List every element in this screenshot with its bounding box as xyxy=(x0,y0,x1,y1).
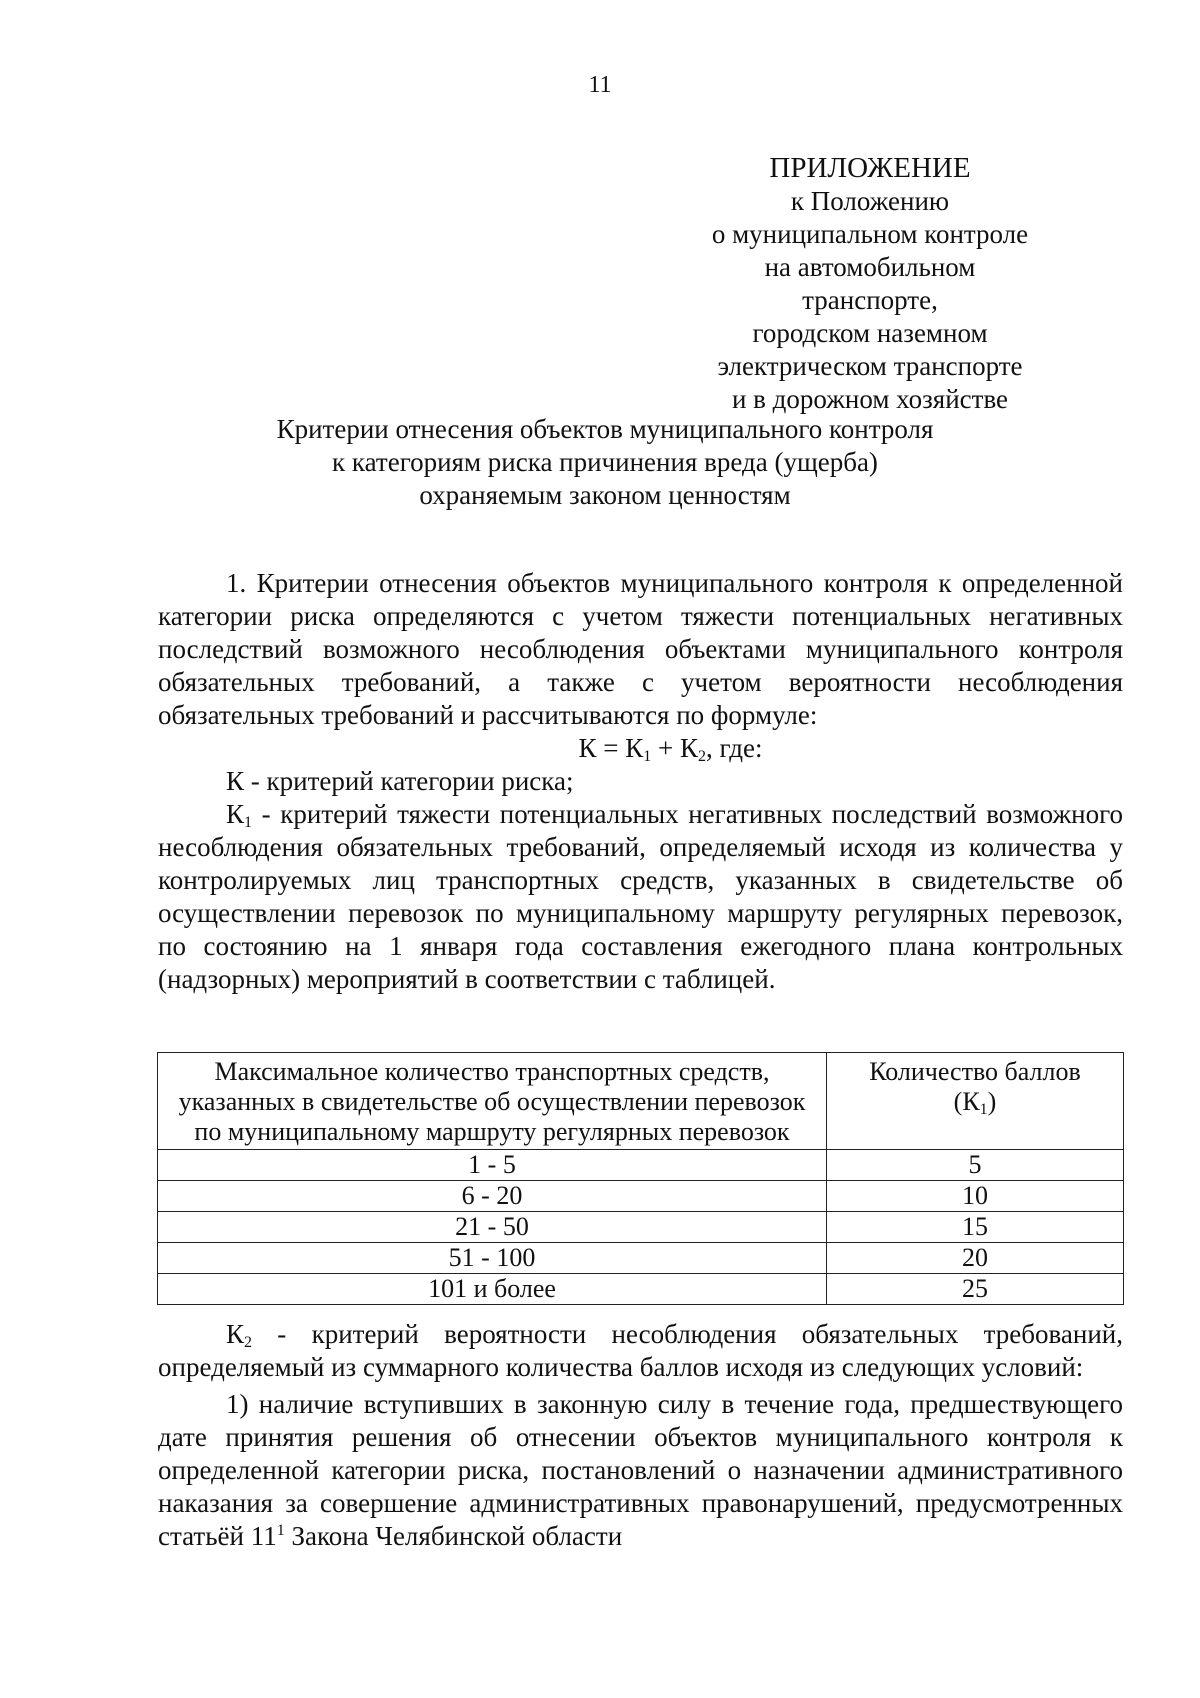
appendix-line: о муниципальном контроле xyxy=(711,219,1029,249)
table-row xyxy=(158,1274,1124,1305)
cell-points: 5 xyxy=(827,1150,1124,1181)
k1-points-table xyxy=(157,1052,1124,1305)
header-points: Количество баллов $(К_1)$ xyxy=(827,1053,1124,1150)
paragraph-1: 1. Критерии отнесения объектов муниципального контроля к определенной категории риска определяются с учетом тяжести потенциальных негативных последствий возможного несоблюдения объектами муниципального контроля обязательных требований, а также с учетом вероятности несоблюдения обязательных требований и рассчитываются по формуле: xyxy=(158,568,1123,730)
cell-range: 1 - 5 xyxy=(158,1150,827,1181)
table-row xyxy=(158,1243,1124,1274)
cell-range: 101 и более xyxy=(158,1274,827,1305)
cell-points: 10 xyxy=(827,1181,1124,1212)
section-1 xyxy=(158,567,1123,996)
appendix-line: к Положению xyxy=(790,186,950,216)
table-header-row xyxy=(158,1053,1124,1150)
cell-points: 25 xyxy=(827,1274,1124,1305)
appendix-line: на автомобильном транспорте, xyxy=(764,252,976,315)
section-k2 xyxy=(158,1318,1123,1553)
appendix-line: городском наземном xyxy=(752,318,988,348)
document-title xyxy=(220,413,990,512)
cell-range: 6 - 20 xyxy=(158,1181,827,1212)
title-line: охраняемым законом ценностям xyxy=(419,480,791,510)
table-row xyxy=(158,1181,1124,1212)
header-vehicle-count: Максимальное количество транспортных средств, указанных в свидетельстве об осуществлении перевозок по муниципальному маршруту регулярных перевозок xyxy=(158,1053,827,1150)
cell-range: 51 - 100 xyxy=(158,1243,827,1274)
appendix-block xyxy=(700,152,1040,416)
appendix-line: и в дорожном хозяйстве xyxy=(731,384,1009,414)
page-number: 11 xyxy=(588,72,612,98)
risk-formula: $К = К_1 + К_2$, где: xyxy=(578,733,763,765)
appendix-heading: ПРИЛОЖЕНИЕ xyxy=(769,152,971,184)
cell-points: 20 xyxy=(827,1243,1124,1274)
cell-points: 15 xyxy=(827,1212,1124,1243)
k2-definition: $К_2$ - критерий вероятности несоблюдения обязательных требований, определяемый из суммарного количества баллов исходя из следующих условий: xyxy=(158,1319,1123,1382)
k-definition: К - критерий категории риска; xyxy=(226,766,574,796)
title-line: к категориям риска причинения вреда (ущерба) xyxy=(332,447,878,477)
k1-definition: $К_1$ - критерий тяжести потенциальных негативных последствий возможного несоблюдения обязательных требований, определяемый исходя из количества у контролируемых лиц транспортных средств, указанных в свидетельстве об осуществлении перевозок по муниципальному маршруту регулярных перевозок, по состоянию на 1 января года составления ежегодного плана контрольных (надзорных) мероприятий в соответствии с таблицей. xyxy=(158,799,1123,994)
condition-1: 1) наличие вступивших в законную силу в течение года, предшествующего дате принятия решения об отнесении объектов муниципального контроля к определенной категории риска, постановлений о назначении административного наказания за совершение административных правонарушений, предусмотренных статьёй $11^1$ Закона Челябинской области xyxy=(158,1389,1123,1551)
table-row xyxy=(158,1150,1124,1181)
appendix-line: электрическом транспорте xyxy=(717,351,1023,381)
cell-range: 21 - 50 xyxy=(158,1212,827,1243)
title-line: Критерии отнесения объектов муниципального контроля xyxy=(276,414,934,444)
table-row xyxy=(158,1212,1124,1243)
